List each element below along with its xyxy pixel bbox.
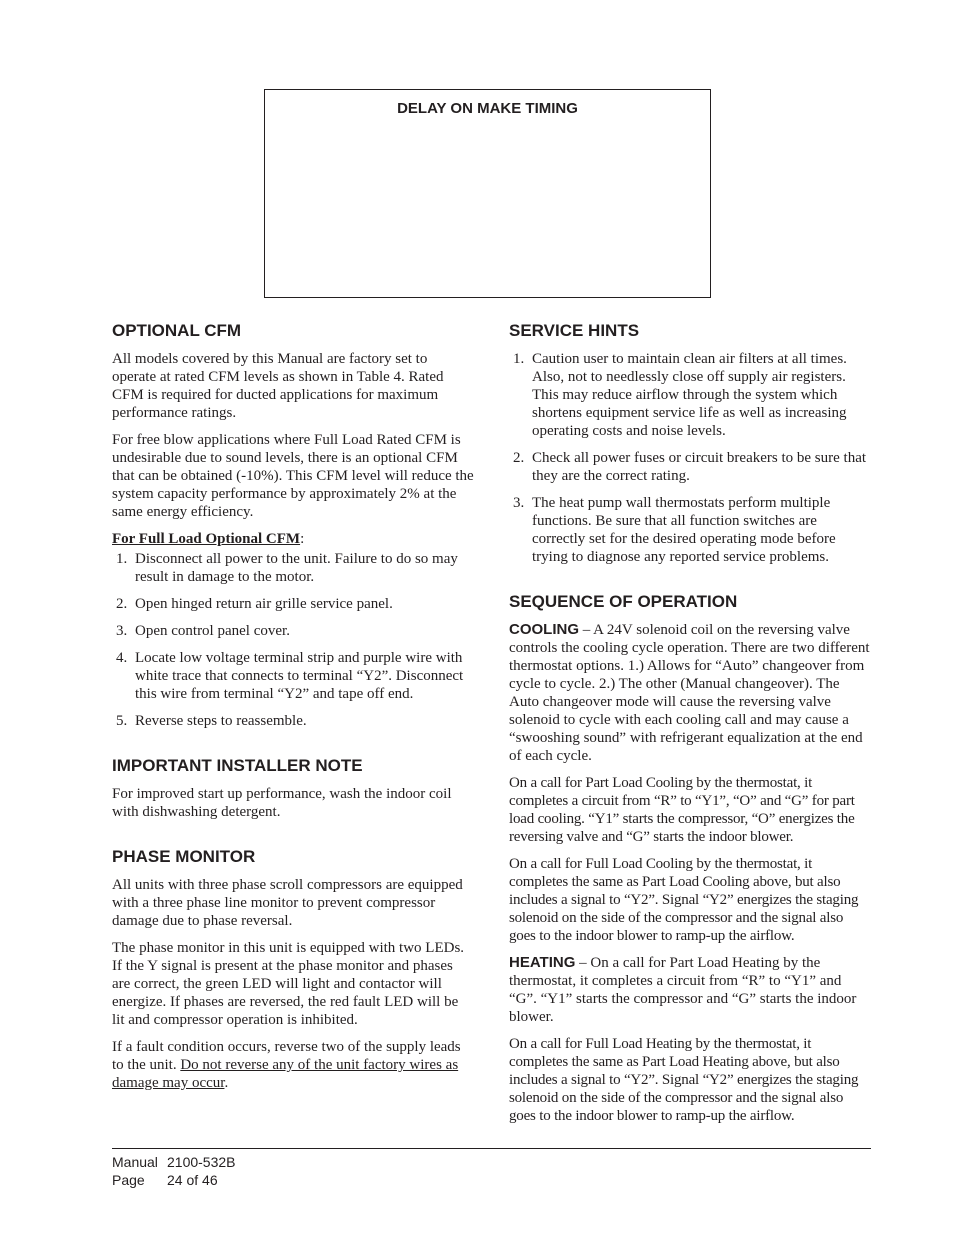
service-hints-section: [509, 320, 871, 566]
cooling-paragraph: [509, 621, 871, 765]
list-number: 5.: [116, 713, 128, 729]
heating-paragraph: [509, 954, 871, 1026]
phase-monitor-warning: Do not reverse any of the unit factory wires as damage may occur: [112, 1057, 459, 1091]
footer-page-line: [112, 1171, 236, 1189]
list-item: [509, 494, 871, 566]
optional-cfm-steps: [112, 550, 474, 730]
list-text: Reverse steps to reassemble.: [135, 713, 307, 729]
list-item: [112, 622, 474, 640]
installer-note-p1: For improved start up performance, wash the indoor coil with dishwashing detergent.: [112, 786, 452, 820]
footer-manual-label: Manual: [112, 1154, 158, 1170]
sequence-section: [509, 591, 871, 1125]
list-item: [509, 350, 871, 440]
phase-monitor-p3-end: .: [224, 1075, 229, 1091]
phase-monitor-heading: PHASE MONITOR: [112, 847, 256, 866]
list-text: Open control panel cover.: [135, 623, 290, 639]
list-text: Open hinged return air grille service panel.: [135, 596, 393, 612]
cooling-label: COOLING: [509, 621, 579, 638]
list-number: 2.: [513, 450, 525, 466]
footer-manual-value: 2100-532B: [167, 1154, 236, 1170]
list-item: [112, 550, 474, 586]
figure-title: DELAY ON MAKE TIMING: [397, 100, 578, 117]
full-load-heating-paragraph: On a call for Full Load Heating by the thermostat, it completes the same as Part Load Heating above, but also includes a signal to “Y2”. Signal “Y2” energizes the staging solenoid on the side of the compressor and the signal also goes to the indoor blower to ramp-up the airflow.: [509, 1036, 859, 1124]
optional-cfm-section: [112, 320, 474, 730]
full-load-subhead-suffix: :: [300, 531, 305, 547]
list-text: Caution user to maintain clean air filters at all times. Also, not to needlessly close off supply air registers. This may reduce airflow through the system which shortens equipment service life as well as increasing operating costs and noise levels.: [532, 351, 847, 439]
sequence-heading: SEQUENCE OF OPERATION: [509, 592, 738, 611]
optional-cfm-p2: For free blow applications where Full Load Rated CFM is undesirable due to sound levels, there is an optional CFM that can be obtained (-10%). This CFM level will reduce the system capacity performance by approximately 2% at the same energy efficiency.: [112, 432, 474, 520]
footer-page-label: Page: [112, 1172, 145, 1188]
full-load-cooling-paragraph: On a call for Full Load Cooling by the thermostat, it completes the same as Part Load Cooling above, but also includes a signal to “Y2”. Signal “Y2” energizes the staging solenoid on the side of the compressor and the signal also goes to the indoor blower to ramp-up the airflow.: [509, 856, 859, 944]
list-number: 2.: [116, 596, 128, 612]
list-item: [112, 712, 474, 730]
installer-note-heading: IMPORTANT INSTALLER NOTE: [112, 756, 363, 775]
list-text: Check all power fuses or circuit breakers to be sure that they are the correct rating.: [532, 450, 867, 484]
list-item: [112, 595, 474, 613]
phase-monitor-p3-lead: If a fault condition occurs, reverse two of the supply leads to the unit.: [112, 1039, 461, 1073]
list-text: The heat pump wall thermostats perform multiple functions. Be sure that all function switches are correctly set for the desired operating mode before trying to diagnose any reported service problems.: [532, 495, 836, 565]
footer-page-value: 24 of 46: [167, 1172, 218, 1188]
list-item: [509, 449, 871, 485]
list-text: Locate low voltage terminal strip and purple wire with white trace that connects to terminal “Y2”. Disconnect this wire from terminal “Y2” and tape off end.: [135, 650, 464, 702]
optional-cfm-p1: All models covered by this Manual are factory set to operate at rated CFM levels as shown in Table 4. Rated CFM is required for ducted applications for maximum performance ratings.: [112, 351, 444, 421]
list-number: 3.: [116, 623, 128, 639]
list-number: 3.: [513, 495, 525, 511]
phase-monitor-section: [112, 846, 474, 1092]
service-hints-list: [509, 350, 871, 566]
page-footer: [112, 1153, 236, 1189]
list-number: 1.: [513, 351, 525, 367]
heating-label: HEATING: [509, 954, 576, 971]
heating-text: – On a call for Part Load Heating by the thermostat, it completes a circuit from “R” to “Y1” and “G”. “Y1” starts the compressor and “G” starts the indoor blower.: [509, 955, 857, 1025]
optional-cfm-heading: OPTIONAL CFM: [112, 321, 242, 340]
full-load-subhead-text: For Full Load Optional CFM: [112, 531, 301, 547]
delay-timing-figure: [264, 89, 711, 298]
list-item: [112, 649, 474, 703]
phase-monitor-p3: [112, 1038, 474, 1092]
list-number: 1.: [116, 551, 128, 567]
part-load-cooling-paragraph: On a call for Part Load Cooling by the thermostat, it completes a circuit from “R” to “Y1”, “O” and “G” for part load cooling. “Y1” starts the compressor, “O” energizes the reversing valve and “G” starts the indoor blower.: [509, 775, 855, 845]
phase-monitor-p2: The phase monitor in this unit is equipped with two LEDs. If the Y signal is present at the phase monitor and phases are correct, the green LED will light and contactor will energize. If phases are reversed, the red fault LED will be lit and compressor operation is inhibited.: [112, 940, 465, 1028]
installer-note-section: [112, 755, 474, 821]
footer-manual-line: [112, 1153, 236, 1171]
phase-monitor-p1: All units with three phase scroll compressors are equipped with a three phase line monitor to prevent compressor damage due to phase reversal.: [112, 877, 463, 929]
service-hints-heading: SERVICE HINTS: [509, 321, 640, 340]
cooling-text: – A 24V solenoid coil on the reversing valve controls the cooling cycle operation. There are two different thermostat options. 1.) Allows for “Auto” changeover from cycle to cycle. 2.) The other (Manual changeover). The Auto changeover mode will cause the reversing valve solenoid to cycle with each cooling call and may cause a “swooshing sound” with refrigerant equalization at the end of each cycle.: [509, 622, 870, 764]
list-text: Disconnect all power to the unit. Failure to do so may result in damage to the motor.: [135, 551, 458, 585]
left-column: [112, 320, 474, 1101]
list-number: 4.: [116, 650, 128, 666]
footer-rule: [112, 1148, 871, 1149]
right-column: [509, 320, 871, 1134]
full-load-subhead: [112, 530, 474, 548]
